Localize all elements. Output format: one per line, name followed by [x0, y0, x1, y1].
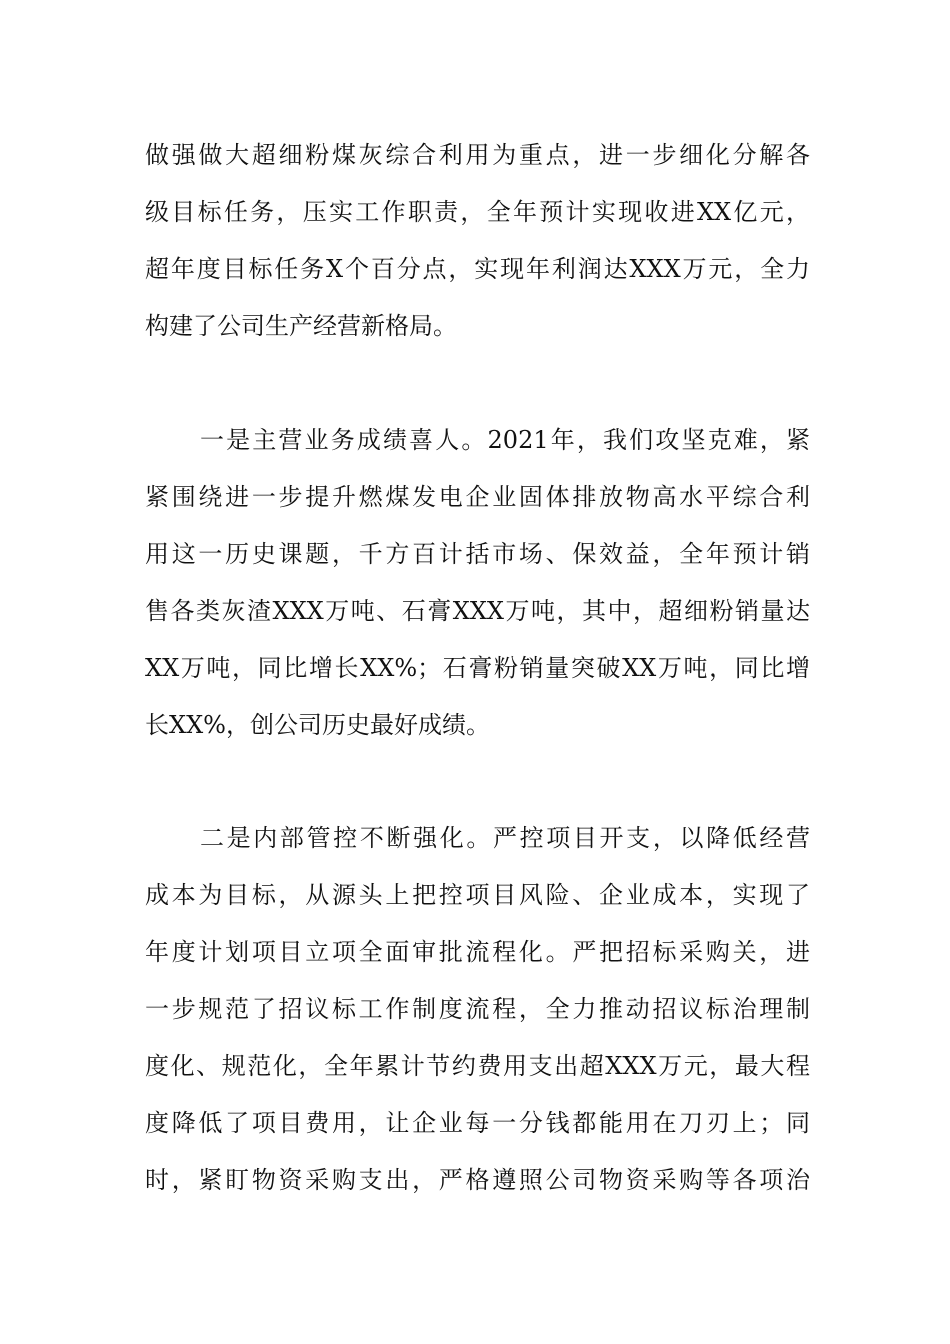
paragraph-3-line-2: 成本为目标，从源头上把控项目风险、企业成本，实现了 [145, 881, 810, 909]
paragraph-3-line-6: 度降低了项目费用，让企业每一分钱都能用在刀刃上；同 [145, 1109, 810, 1137]
paragraph-3-line-5: 度化、规范化，全年累计节约费用支出超XXX万元，最大程 [145, 1052, 810, 1080]
paragraph-3-line-7: 时，紧盯物资采购支出，严格遵照公司物资采购等各项治 [145, 1166, 810, 1194]
paragraph-2-line-2: 紧围绕进一步提升燃煤发电企业固体排放物高水平综合利 [145, 483, 810, 511]
paragraph-3-line-3: 年度计划项目立项全面审批流程化。严把招标采购关，进 [145, 938, 810, 966]
paragraph-2-line-6: 长XX%，创公司历史最好成绩。 [145, 711, 490, 739]
paragraph-1-line-4: 构建了公司生产经营新格局。 [145, 312, 457, 340]
paragraph-3-line-1: 二是内部管控不断强化。严控项目开支，以降低经营 [200, 824, 810, 852]
paragraph-2-line-5: XX万吨，同比增长XX%；石膏粉销量突破XX万吨，同比增 [145, 654, 810, 682]
paragraph-1-line-1: 做强做大超细粉煤灰综合利用为重点，进一步细化分解各 [145, 141, 810, 169]
paragraph-3-line-4: 一步规范了招议标工作制度流程，全力推动招议标治理制 [145, 995, 810, 1023]
paragraph-2-line-3: 用这一历史课题，千方百计括市场、保效益，全年预计销 [145, 540, 810, 568]
paragraph-1-line-3: 超年度目标任务X个百分点，实现年利润达XXX万元，全力 [145, 255, 810, 283]
paragraph-1-line-2: 级目标任务，压实工作职责，全年预计实现收进XX亿元， [145, 198, 810, 226]
paragraph-2-line-1: 一是主营业务成绩喜人。2021年，我们攻坚克难，紧 [200, 426, 810, 454]
paragraph-2-line-4: 售各类灰渣XXX万吨、石膏XXX万吨，其中，超细粉销量达 [145, 597, 810, 625]
